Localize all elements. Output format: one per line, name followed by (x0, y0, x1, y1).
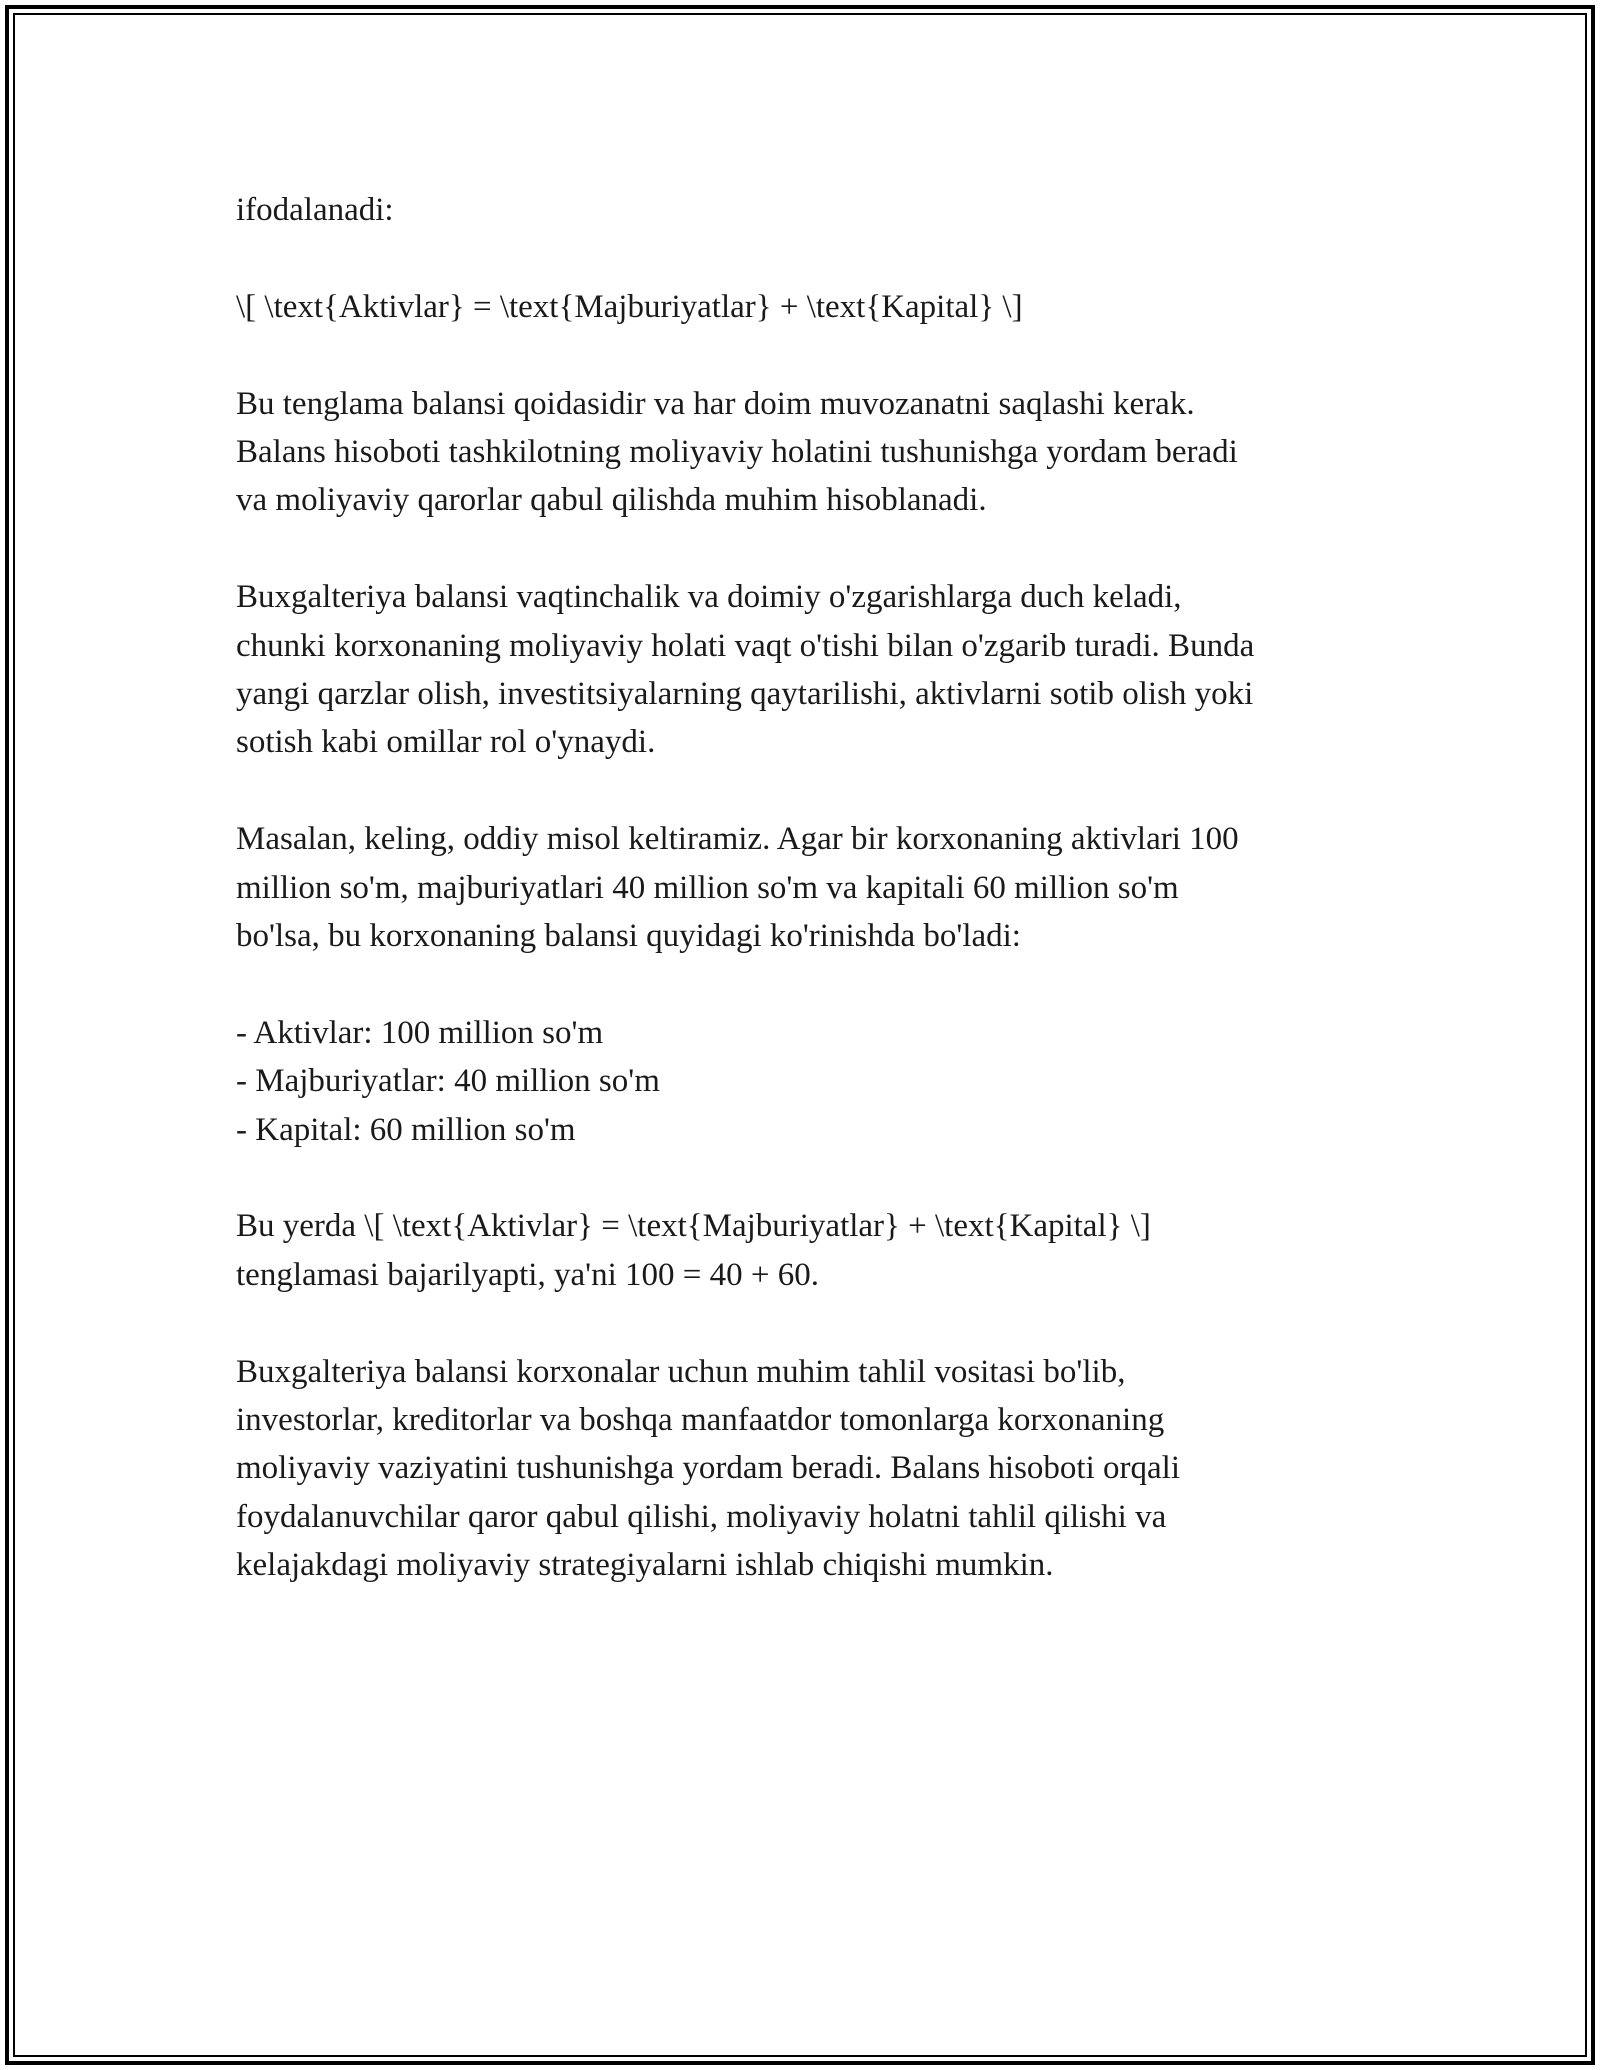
text-line: Buxgalteriya balansi korxonalar uchun muhim tahlil vositasi bo'lib, (236, 1353, 1126, 1390)
text-line: Bu tenglama balansi qoidasidir va har doim muvozanatni saqlashi kerak. (236, 385, 1195, 422)
equation-line: \[ \text{Aktivlar} = \text{Majburiyatlar} + \text{Kapital} \] (236, 288, 1023, 325)
paragraph-balance-rule (236, 380, 1386, 525)
text-line: sotish kabi omillar rol o'ynaydi. (236, 724, 656, 761)
text-line: Masalan, keling, oddiy misol keltiramiz. Agar bir korxonaning aktivlari 100 (236, 821, 1239, 858)
text-line: bo'lsa, bu korxonaning balansi quyidagi ko'rinishda bo'ladi: (236, 918, 1021, 955)
text-line: investorlar, kreditorlar va boshqa manfaatdor tomonlarga korxonaning (236, 1402, 1165, 1439)
paragraph-conclusion (236, 1348, 1386, 1590)
text-line: Buxgalteriya balansi vaqtinchalik va doimiy o'zgarishlarga duch keladi, (236, 579, 1182, 616)
text-line: kelajakdagi moliyaviy strategiyalarni ishlab chiqishi mumkin. (236, 1547, 1054, 1584)
paragraph-example (236, 815, 1386, 960)
paragraph-equation (236, 283, 1386, 331)
list-item: - Majburiyatlar: 40 million so'm (236, 1063, 660, 1100)
text-line: Bu yerda \[ \text{Aktivlar} = \text{Majburiyatlar} + \text{Kapital} \] (236, 1208, 1151, 1245)
paragraph-verification (236, 1202, 1386, 1299)
balance-list (236, 1009, 1386, 1154)
text-line: foydalanuvchilar qaror qabul qilishi, moliyaviy holatni tahlil qilishi va (236, 1498, 1167, 1535)
paragraph-intro (236, 186, 1386, 234)
text-line: yangi qarzlar olish, investitsiyalarning qaytarilishi, aktivlarni sotib olish yoki (236, 676, 1254, 713)
list-item: - Aktivlar: 100 million so'm (236, 1014, 604, 1051)
text-line: ifodalanadi: (236, 192, 394, 228)
text-line: Balans hisoboti tashkilotning moliyaviy holatini tushunishga yordam beradi (236, 434, 1238, 470)
text-line: moliyaviy vaziyatini tushunishga yordam beradi. Balans hisoboti orqali (236, 1450, 1180, 1487)
text-line: million so'm, majburiyatlari 40 million so'm va kapitali 60 million so'm (236, 869, 1179, 906)
text-line: chunki korxonaning moliyaviy holati vaqt o'tishi bilan o'zgarib turadi. Bunda (236, 627, 1255, 664)
text-line: tenglamasi bajarilyapti, ya'ni 100 = 40 + 60. (236, 1256, 819, 1293)
text-line: va moliyaviy qarorlar qabul qilishda muhim hisoblanadi. (236, 482, 987, 519)
document-body (236, 186, 1386, 1638)
list-item: - Kapital: 60 million so'm (236, 1111, 576, 1148)
paragraph-changes (236, 573, 1386, 767)
